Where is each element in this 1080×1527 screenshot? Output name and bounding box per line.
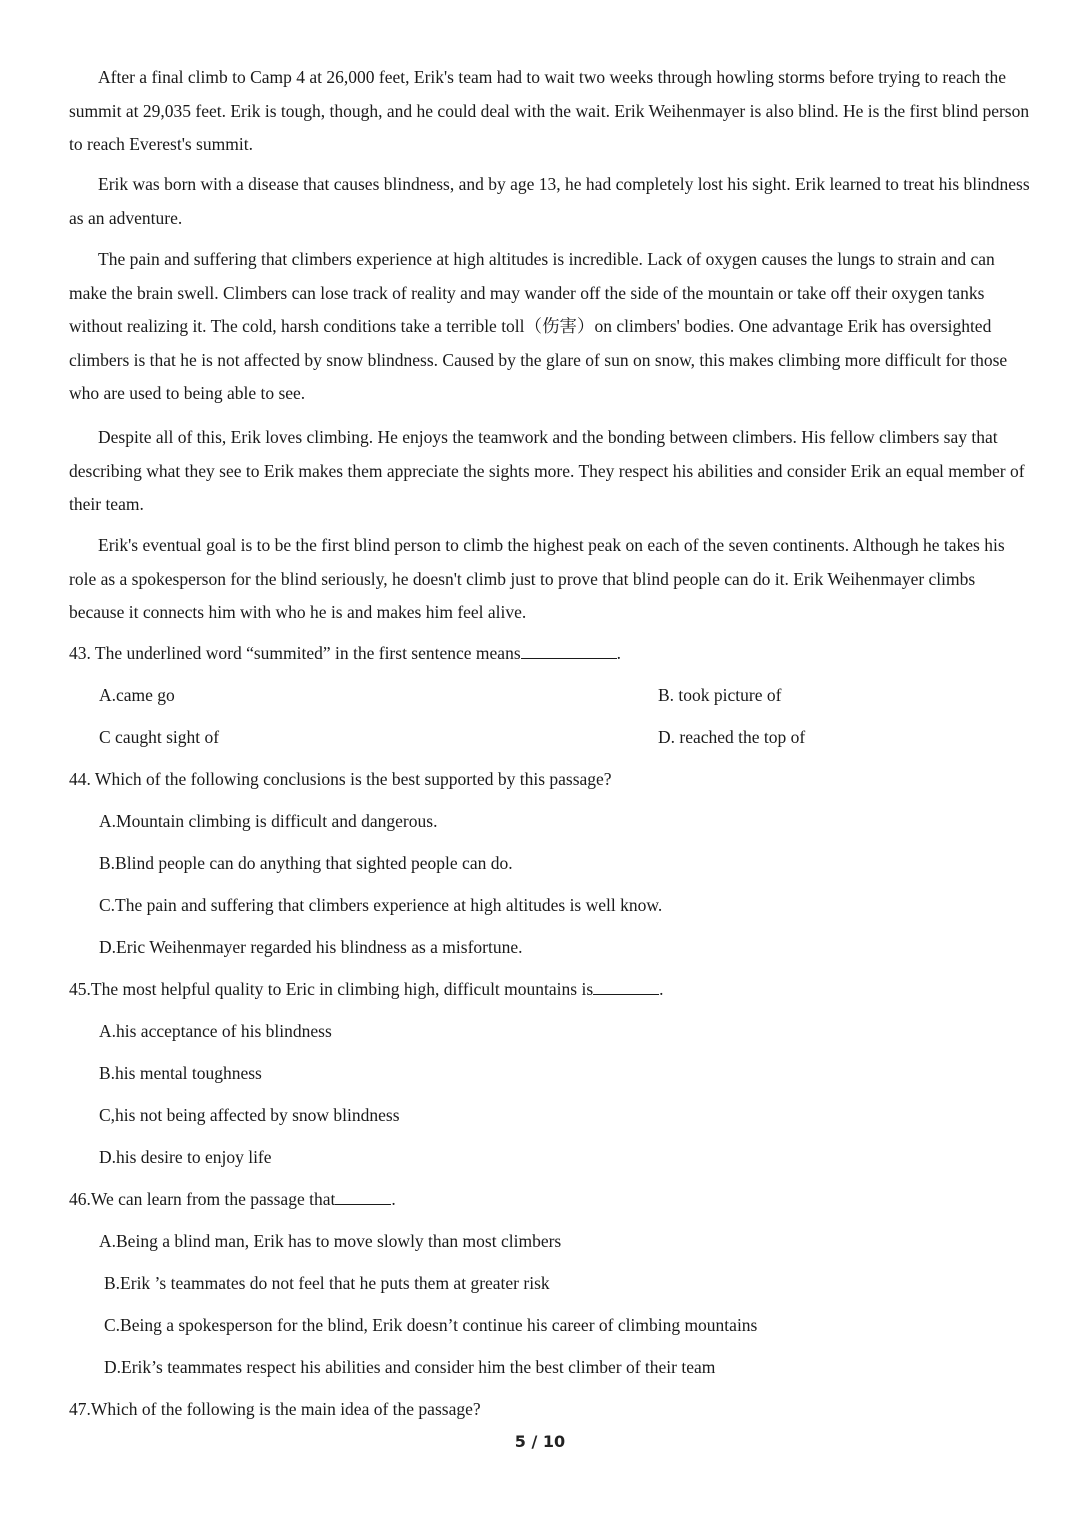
question-44-option-b: B.Blind people can do anything that sighted people can do.: [99, 853, 513, 873]
question-44-option-c: C.The pain and suffering that climbers experience at high altitudes is well know.: [99, 895, 663, 915]
passage-paragraph-3: The pain and suffering that climbers experience at high altitudes is incredible. Lack of oxygen causes the lungs to strain and can make the brain swell. Climbers can lose track of reality and may wander off the side of the mountain or take off their oxygen tanks without realizing it. The cold, harsh conditions take a terrible toll（伤害）on climbers' bodies. One advantage Erik has oversighted climbers is that he is not affected by snow blindness. Caused by the glare of sun on snow, this makes climbing more difficult for those who are used to being able to see.: [69, 249, 1008, 403]
question-45-text: 45.The most helpful quality to Eric in climbing high, difficult mountains is: [69, 979, 594, 999]
question-45-option-b: B.his mental toughness: [99, 1063, 262, 1083]
question-45-end: .: [659, 979, 664, 999]
passage-paragraph-4: Despite all of this, Erik loves climbing. He enjoys the teamwork and the bonding between climbers. His fellow climbers say that describing what they see to Erik makes them appreciate the sights more. They respect his abilities and consider Erik an equal member of their team.: [69, 427, 1025, 514]
question-44-option-a: A.Mountain climbing is difficult and dangerous.: [99, 811, 438, 831]
answer-blank: [521, 644, 617, 659]
question-46-option-d: D.Erik’s teammates respect his abilities and consider him the best climber of their team: [104, 1357, 716, 1377]
question-43-end: .: [616, 643, 622, 663]
question-46-option-a: A.Being a blind man, Erik has to move slowly than most climbers: [99, 1231, 562, 1251]
answer-blank: [593, 980, 659, 995]
page-number: 5 / 10: [514, 1432, 566, 1451]
question-43-text: 43. The underlined word “summited” in the first sentence means: [69, 643, 521, 663]
passage-paragraph-2: Erik was born with a disease that causes blindness, and by age 13, he had completely lost his sight. Erik learned to treat his blindness as an adventure.: [69, 174, 1030, 228]
question-45-stem: [69, 977, 664, 1001]
question-46-stem: [69, 1187, 396, 1211]
question-45-option-a: A.his acceptance of his blindness: [99, 1021, 332, 1041]
question-47-stem: 47.Which of the following is the main idea of the passage?: [69, 1399, 481, 1419]
question-43-option-d: D. reached the top of: [658, 727, 806, 747]
answer-blank: [335, 1190, 391, 1205]
question-44-option-d: D.Eric Weihenmayer regarded his blindness as a misfortune.: [99, 937, 523, 957]
question-46-end: .: [391, 1189, 396, 1209]
question-44-stem: 44. Which of the following conclusions is the best supported by this passage?: [69, 769, 612, 789]
question-43-option-a: A.came go: [99, 685, 175, 705]
question-46-text: 46.We can learn from the passage that: [69, 1189, 336, 1209]
question-46-option-b: B.Erik ’s teammates do not feel that he puts them at greater risk: [104, 1273, 550, 1293]
question-45-option-c: C,his not being affected by snow blindness: [99, 1105, 400, 1125]
question-43-stem: [69, 641, 621, 665]
question-43-option-c: C caught sight of: [99, 727, 220, 747]
question-45-option-d: D.his desire to enjoy life: [99, 1147, 272, 1167]
passage-paragraph-1: After a final climb to Camp 4 at 26,000 feet, Erik's team had to wait two weeks through howling storms before trying to reach the summit at 29,035 feet. Erik is tough, though, and he could deal with the wait. Erik Weihenmayer is also blind. He is the first blind person to reach Everest's summit.: [69, 67, 1030, 154]
passage-paragraph-5: Erik's eventual goal is to be the first blind person to climb the highest peak on each of the seven continents. Although he takes his role as a spokesperson for the blind seriously, he doesn't climb just to prove that blind people can do it. Erik Weihenmayer climbs because it connects him with who he is and makes him feel alive.: [69, 535, 1005, 622]
question-46-option-c: C.Being a spokesperson for the blind, Erik doesn’t continue his career of climbing mountains: [104, 1315, 758, 1335]
question-43-option-b: B. took picture of: [658, 685, 782, 705]
